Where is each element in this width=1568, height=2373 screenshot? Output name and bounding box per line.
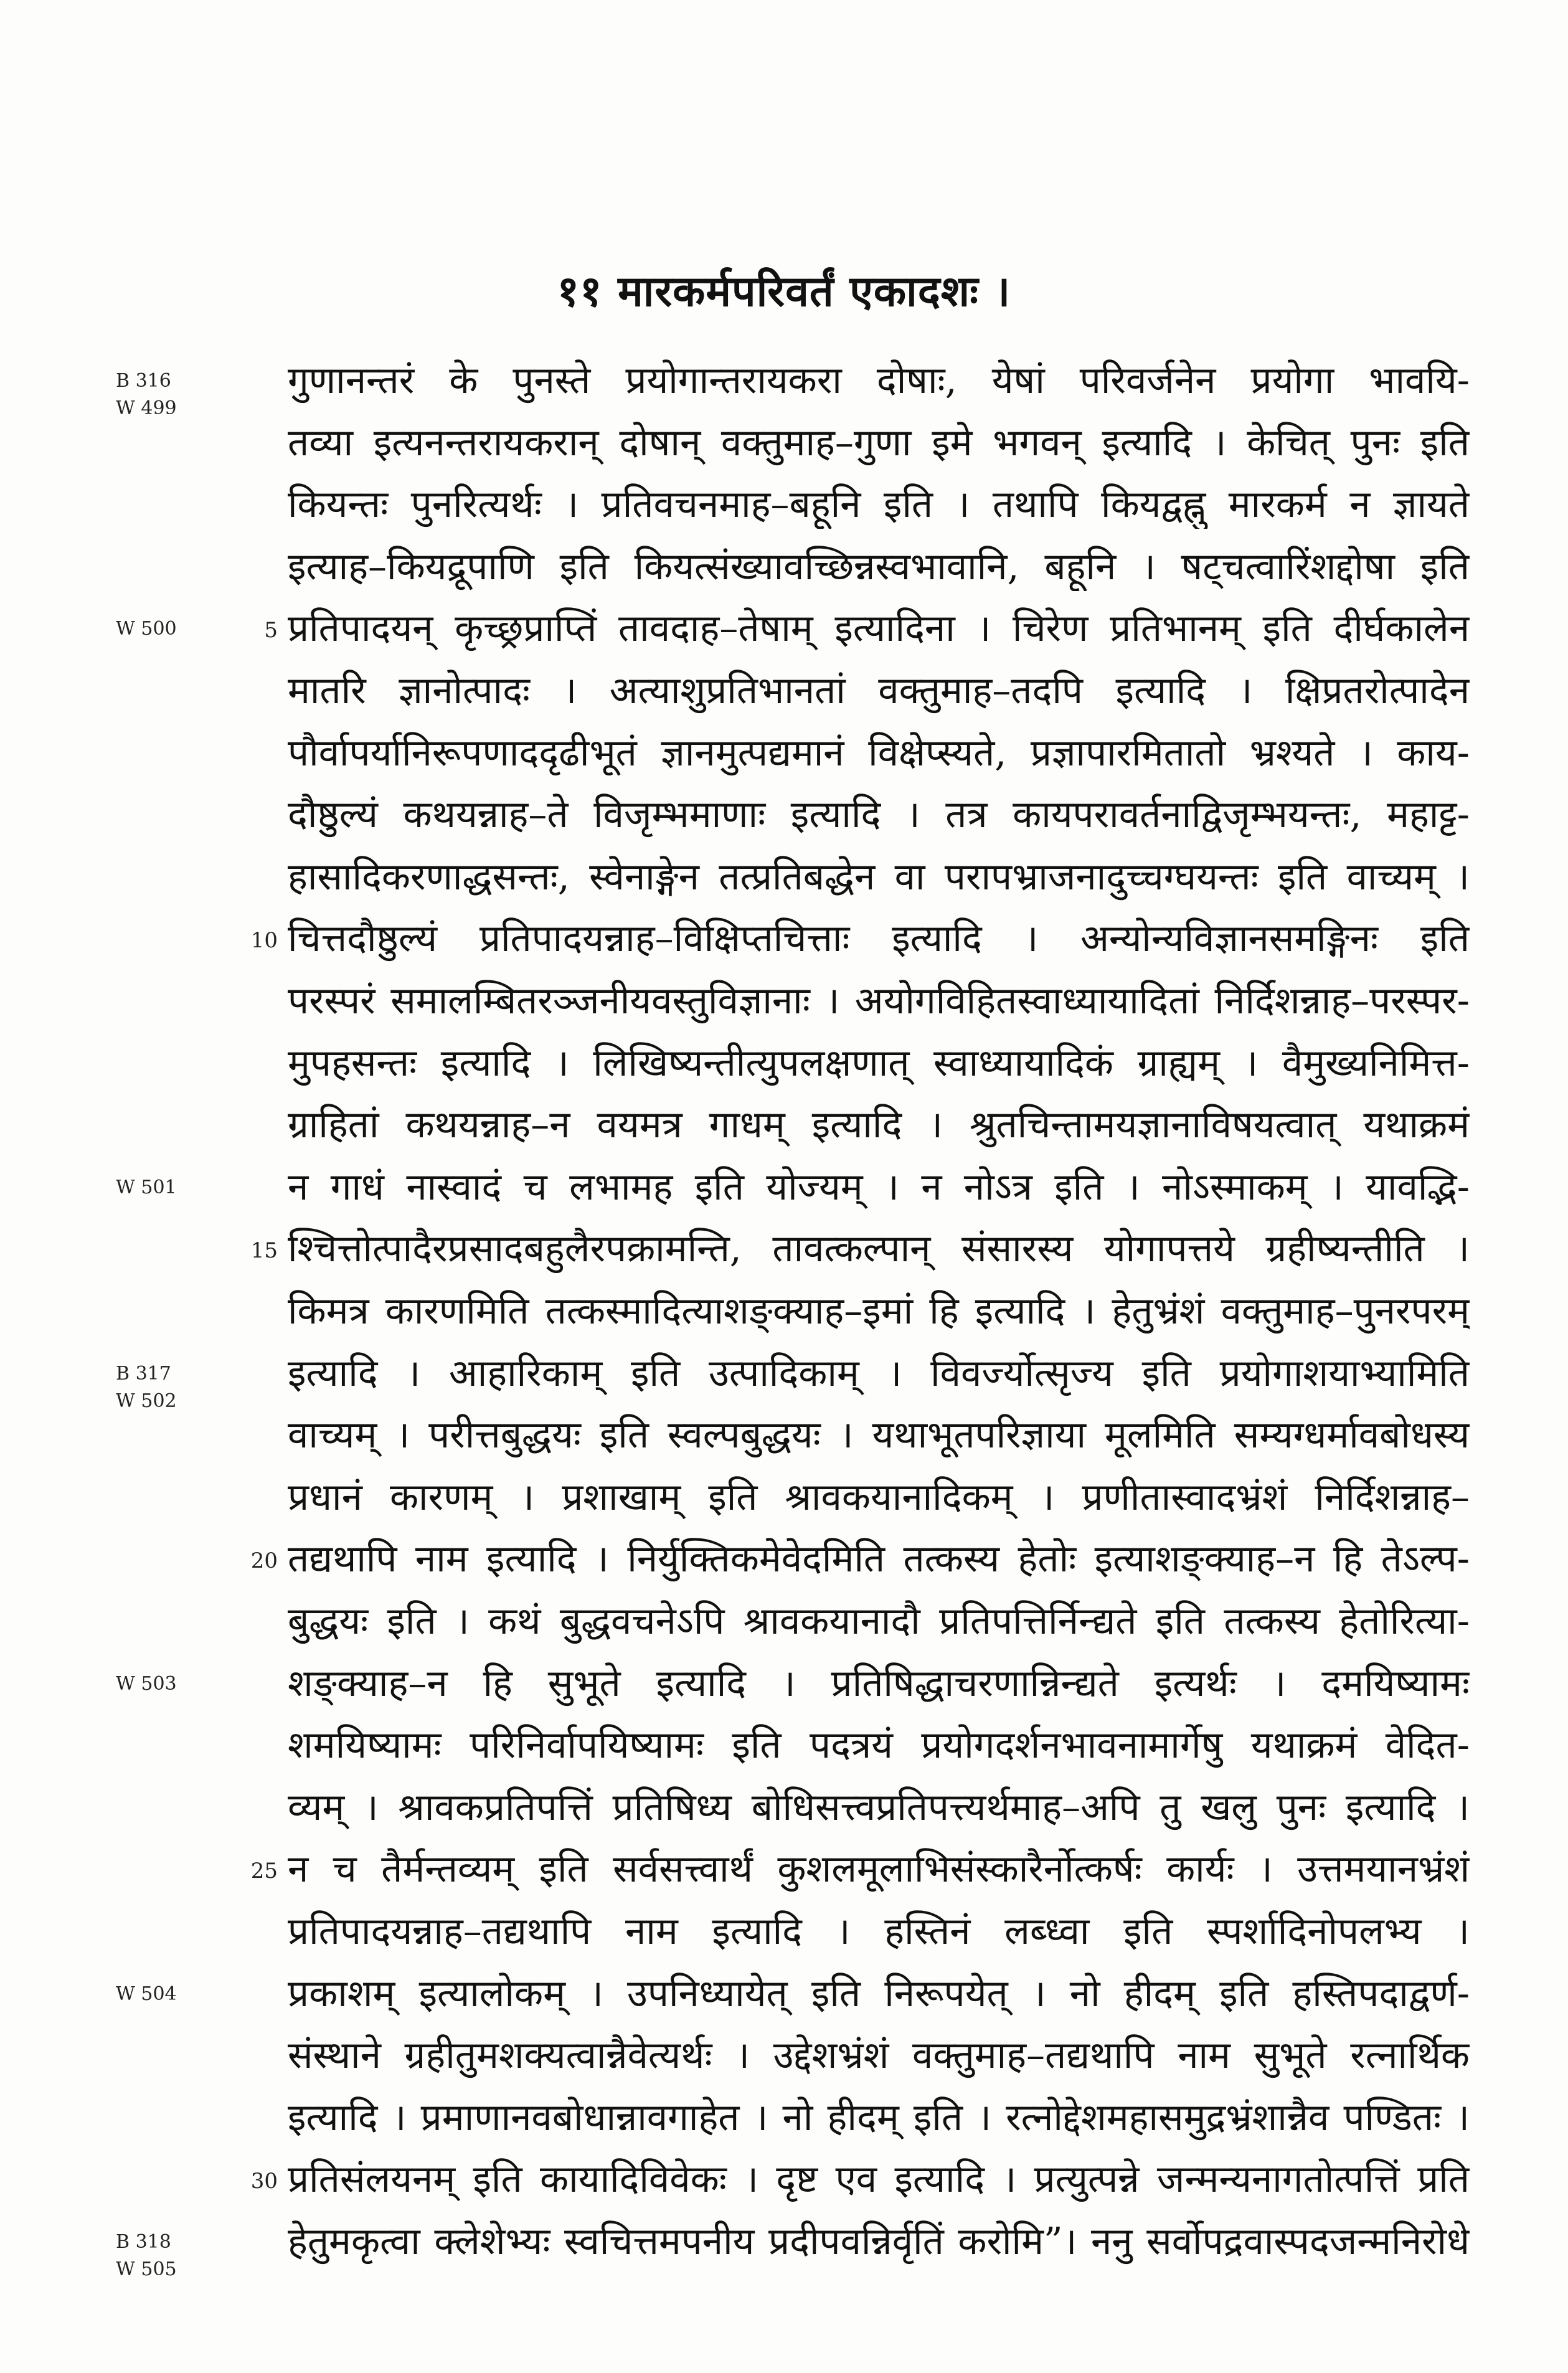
margin-reference-label: W 499	[116, 397, 177, 419]
text-line: गुणानन्तरं के पुनस्ते प्रयोगान्तरायकरा दोषाः, येषां परिवर्जनेन प्रयोगा भावयि-	[288, 359, 1470, 402]
margin-reference	[116, 1670, 228, 1698]
margin-reference-label: W 502	[116, 1390, 177, 1412]
text-line: चित्तदौष्ठुल्यं प्रतिपादयन्नाह–विक्षिप्तचित्ताः इत्यादि । अन्योन्यविज्ञानसमङ्गिनः इति	[288, 917, 1470, 961]
line-number: 20	[250, 1548, 278, 1574]
margin-reference	[116, 1174, 228, 1201]
text-line: मातरि ज्ञानोत्पादः । अत्याशुप्रतिभानतां वक्तुमाह–तदपि इत्यादि । क्षिप्रतरोत्पादेन	[288, 669, 1470, 713]
margin-reference	[116, 615, 228, 643]
text-line: हासादिकरणाद्धसन्तः, स्वेनाङ्गेन तत्प्रतिबद्धेन वा परापभ्राजनादुच्चग्घयन्तः इति वाच्यम् ।	[288, 855, 1470, 899]
margin-reference	[116, 367, 228, 422]
text-line: परस्परं समालम्बितरञ्जनीयवस्तुविज्ञानाः । अयोगविहितस्वाध्यायादितां निर्दिशन्नाह–परस्पर-	[288, 979, 1470, 1023]
text-line: प्रतिसंलयनम् इति कायादिविवेकः । दृष्ट एव इत्यादि । प्रत्युत्पन्ने जन्मन्यनागतोत्पत्तिं प्रति	[288, 2157, 1470, 2202]
margin-reference-label: B 318	[116, 2231, 171, 2253]
margin-reference-label: W 500	[116, 618, 177, 640]
margin-reference-label: W 505	[116, 2258, 177, 2280]
text-line: इत्यादि । आहारिकाम् इति उत्पादिकाम् । विवर्ज्योत्सृज्य इति प्रयोगाशयाभ्यामिति	[288, 1351, 1470, 1395]
text-line: दौष्ठुल्यं कथयन्नाह–ते विजृम्भमाणाः इत्यादि । तत्र कायपरावर्तनाद्विजृम्भयन्तः, महाट्ट-	[288, 793, 1470, 837]
text-line: किमत्र कारणमिति तत्कस्मादित्याशङ्क्याह–इमां हि इत्यादि । हेतुभ्रंशं वक्तुमाह–पुनरपरम्	[288, 1289, 1470, 1333]
text-line: वाच्यम् । परीत्तबुद्धयः इति स्वल्पबुद्धयः । यथाभूतपरिज्ञाया मूलमिति सम्यग्धर्मावबोधस्य	[288, 1413, 1470, 1457]
text-line: ग्राहितां कथयन्नाह–न वयमत्र गाधम् इत्यादि । श्रुतचिन्तामयज्ञानाविषयत्वात् यथाक्रमं	[288, 1103, 1470, 1147]
text-line: तद्यथापि नाम इत्यादि । निर्युक्तिकमेवेदमिति तत्कस्य हेतोः इत्याशङ्क्याह–न हि तेऽल्प-	[288, 1537, 1470, 1581]
text-line: बुद्धयः इति । कथं बुद्धवचनेऽपि श्रावकयानादौ प्रतिपत्तिर्निन्द्यते इति तत्कस्य हेतोरित्या-	[288, 1599, 1470, 1643]
line-number: 10	[250, 928, 278, 954]
text-line: न च तैर्मन्तव्यम् इति सर्वसत्त्वार्थं कुशलमूलाभिसंस्कारैर्नोत्कर्षः कार्यः । उत्तमयानभ्रंशं	[288, 1847, 1470, 1892]
text-line: प्रधानं कारणम् । प्रशाखाम् इति श्रावकयानादिकम् । प्रणीतास्वादभ्रंशं निर्दिशन्नाह–	[288, 1475, 1470, 1519]
text-line: श्चित्तोत्पादैरप्रसादबहुलैरपक्रामन्ति, तावत्कल्पान् संसारस्य योगापत्तये ग्रहीष्यन्तीति ।	[288, 1227, 1470, 1271]
line-number: 15	[250, 1238, 278, 1264]
margin-reference-label: B 317	[116, 1362, 171, 1385]
text-line: कियन्तः पुनरित्यर्थः । प्रतिवचनमाह–बहूनि इति । तथापि कियद्वह्नु मारकर्म न ज्ञायते	[288, 483, 1470, 527]
text-line: इत्याह–कियद्रूपाणि इति कियत्संख्यावच्छिन्नस्वभावानि, बहूनि । षट्चत्वारिंशद्दोषा इति	[288, 544, 1470, 589]
margin-reference-label: W 504	[116, 1982, 177, 2005]
margin-reference	[116, 1360, 228, 1415]
margin-reference-label: W 501	[116, 1176, 177, 1198]
text-line: शङ्क्याह–न हि सुभूते इत्यादि । प्रतिषिद्धाचरणान्निन्द्यते इत्यर्थः । दमयिष्यामः	[288, 1661, 1470, 1705]
text-line: हेतुमकृत्वा क्लेशेभ्यः स्वचित्तमपनीय प्रदीपवन्निर्वृतिं करोमि”। ननु सर्वोपद्रवास्पदजन्मनिरोधे	[288, 2220, 1470, 2263]
text-line: प्रतिपादयन् कृच्छ्रप्राप्तिं तावदाह–तेषाम् इत्यादिना । चिरेण प्रतिभानम् इति दीर्घकालेन	[288, 607, 1470, 651]
text-line: शमयिष्यामः परिनिर्वापयिष्यामः इति पदत्रयं प्रयोगदर्शनभावनामार्गेषु यथाक्रमं वेदित-	[288, 1723, 1470, 1768]
margin-reference-label: W 503	[116, 1672, 177, 1695]
text-line: संस्थाने ग्रहीतुमशक्यत्वान्नैवेत्यर्थः । उद्देशभ्रंशं वक्तुमाह–तद्यथापि नाम सुभूते रत्नार्थिक	[288, 2034, 1470, 2078]
line-number: 25	[250, 1859, 278, 1884]
line-number: 5	[264, 618, 278, 643]
chapter-title: ११ मारकर्मपरिवर्तं एकादशः ।	[557, 267, 1011, 316]
margin-reference	[116, 2229, 228, 2283]
text-line: न गाधं नास्वादं च लभामह इति योज्यम् । न नोऽत्र इति । नोऽस्माकम् । यावद्भि-	[288, 1165, 1470, 1209]
text-line: पौर्वापर्यानिरूपणाददृढीभूतं ज्ञानमुत्पद्यमानं विक्षेप्स्यते, प्रज्ञापारमितातो भ्रश्यते । काय-	[288, 731, 1470, 775]
text-line: मुपहसन्तः इत्यादि । लिखिष्यन्तीत्युपलक्षणात् स्वाध्यायादिकं ग्राह्यम् । वैमुख्यनिमित्त-	[288, 1041, 1470, 1085]
text-line: तव्या इत्यनन्तरायकरान् दोषान् वक्तुमाह–गुणा इमे भगवन् इत्यादि । केचित् पुनः इति	[288, 420, 1470, 465]
margin-reference-label: B 316	[116, 370, 171, 392]
text-line: प्रतिपादयन्नाह–तद्यथापि नाम इत्यादि । हस्तिनं लब्ध्वा इति स्पर्शादिनोपलभ्य ।	[288, 1910, 1470, 1953]
text-line: इत्यादि । प्रमाणानवबोधान्नावगाहेत । नो हीदम् इति । रत्नोद्देशमहासमुद्रभ्रंशान्नैव पण्डितः ।	[288, 2095, 1470, 2139]
text-line: व्यम् । श्रावकप्रतिपत्तिं प्रतिषिध्य बोधिसत्त्वप्रतिपत्त्यर्थमाह–अपि तु खलु पुनः इत्यादि ।	[288, 1785, 1470, 1829]
line-number: 30	[250, 2169, 278, 2194]
margin-reference	[116, 1981, 228, 2008]
text-line: प्रकाशम् इत्यालोकम् । उपनिध्यायेत् इति निरूपयेत् । नो हीदम् इति हस्तिपदाद्वर्ण-	[288, 1971, 1470, 2015]
